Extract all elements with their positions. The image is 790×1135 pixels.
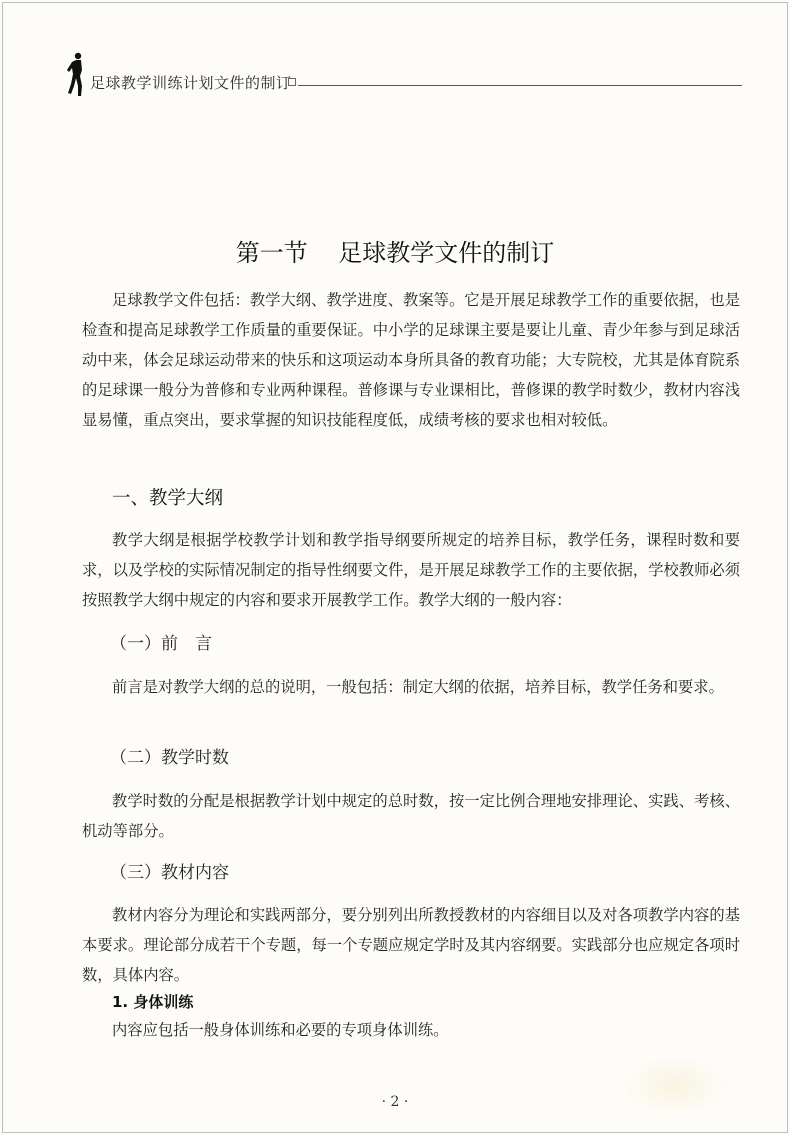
- subheading-hours: （二）教学时数: [110, 748, 229, 768]
- paper-stain: [620, 1055, 730, 1115]
- preface-paragraph-block: [82, 672, 740, 702]
- subheading-preface: （一）前 言: [110, 634, 212, 654]
- page-number: · 2 ·: [381, 1094, 409, 1110]
- materials-paragraph-block: [82, 900, 740, 990]
- intro-paragraph: 足球教学文件包括：教学大纲、教学进度、教案等。它是开展足球教学工作的重要依据，也是检查和提高足球教学工作质量的重要保证。中小学的足球课主要是要让儿童、青少年参与到足球活动中来，体会足球运动带来的快乐和这项运动本身所具备的教育功能；大专院校，尤其是体育院系的足球课一般分为普修和专业两种课程。普修课与专业课相比，普修课的教学时数少，教材内容浅显易懂，重点突出，要求掌握的知识技能程度低，成绩考核的要求也相对较低。: [82, 291, 740, 429]
- header-square-mark: [288, 78, 296, 86]
- item-heading-physical-training: 1. 身体训练: [112, 993, 194, 1011]
- runner-silhouette-icon: [66, 52, 88, 98]
- subheading-materials: （三）教材内容: [110, 863, 229, 883]
- preface-paragraph: 前言是对教学大纲的总的说明，一般包括：制定大纲的依据，培养目标，教学任务和要求。: [112, 678, 724, 696]
- hours-paragraph: 教学时数的分配是根据教学计划中规定的总时数，按一定比例合理地安排理论、实践、考核、机动等部分。: [82, 792, 740, 840]
- running-header: [66, 52, 742, 98]
- syllabus-paragraph-block: [82, 525, 740, 615]
- physical-paragraph-block: [82, 1015, 740, 1045]
- chapter-title: 第一节 足球教学文件的制订: [235, 239, 555, 267]
- intro-paragraph-block: [82, 285, 740, 435]
- header-rule: [298, 85, 742, 86]
- section-heading-syllabus: 一、教学大纲: [112, 488, 224, 509]
- materials-paragraph: 教材内容分为理论和实践两部分，要分别列出所教授教材的内容细目以及对各项教学内容的基本要求。理论部分成若干个专题，每一个专题应规定学时及其内容纲要。实践部分也应规定各项时数，具体内容。: [82, 906, 740, 984]
- running-header-title: 足球教学训练计划文件的制订: [90, 74, 292, 92]
- physical-paragraph: 内容应包括一般身体训练和必要的专项身体训练。: [112, 1021, 449, 1039]
- syllabus-paragraph: 教学大纲是根据学校教学计划和教学指导纲要所规定的培养目标，教学任务，课程时数和要求，以及学校的实际情况制定的指导性纲要文件，是开展足球教学工作的主要依据，学校教师必须按照教学大纲中规定的内容和要求开展教学工作。教学大纲的一般内容：: [82, 531, 740, 609]
- hours-paragraph-block: [82, 786, 740, 846]
